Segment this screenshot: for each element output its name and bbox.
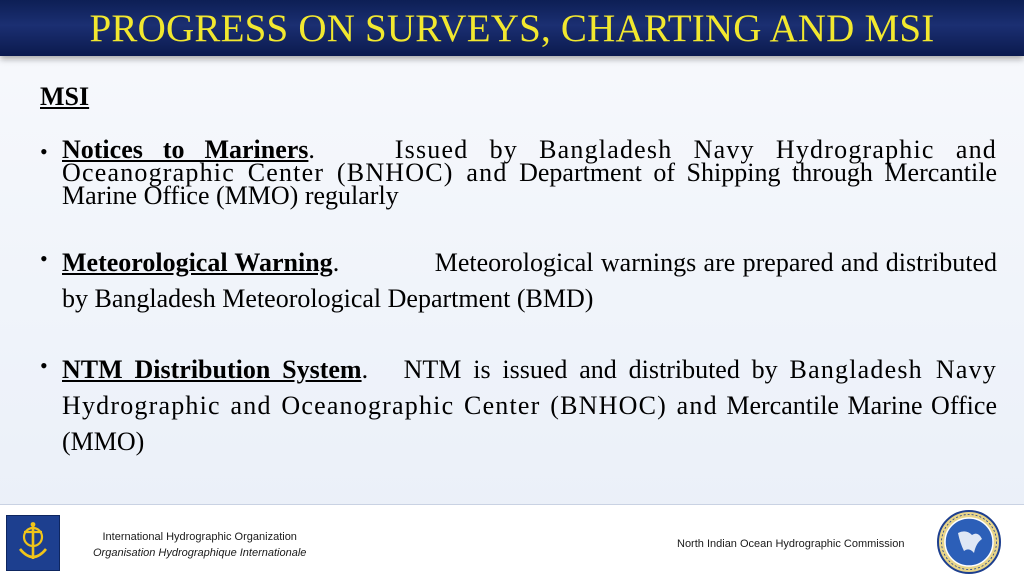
footer (0, 504, 1024, 577)
bullet-body (62, 135, 998, 210)
bullet-item-notices-to-mariners (40, 135, 1000, 210)
bullet-text-part: Bangladesh Navy Hydrographic and Oceanographic Center (BNHOC) and (62, 355, 997, 420)
bullet-dot-icon: • (40, 246, 48, 271)
bullet-punct: . (332, 248, 340, 277)
bullet-dot-icon: • (40, 353, 48, 378)
niohc-seal-logo-icon (936, 509, 1002, 575)
page-title: PROGRESS ON SURVEYS, CHARTING AND MSI (89, 6, 935, 50)
bullet-term: Meteorological Warning (62, 248, 333, 277)
bullet-punct: . (361, 355, 369, 384)
title-bar (0, 0, 1024, 56)
section-heading: MSI (40, 82, 90, 111)
iho-name (93, 529, 306, 561)
bullet-body (62, 245, 997, 317)
commission-name: North Indian Ocean Hydrographic Commission (677, 538, 905, 550)
iho-anchor-logo-icon (6, 515, 60, 571)
bullet-term: NTM Distribution System (62, 355, 362, 384)
bullet-text-lead: NTM is issued and distributed by (403, 355, 778, 384)
bullet-item-meteorological-warning (40, 245, 1000, 317)
anchor-icon (13, 521, 53, 565)
bullet-dot-icon: • (40, 139, 48, 164)
bullet-punct: . (308, 135, 315, 164)
bullet-text: Meteorological warnings are prepared and distributed by Bangladesh Meteorological Department (BMD) (62, 248, 998, 313)
bullet-text: Mercantile Marine Office (MMO) (62, 391, 997, 456)
org-name-fr: Organisation Hydrographique Internationale (93, 547, 307, 559)
bullet-body (62, 352, 997, 460)
bullet-term: Notices to Mariners (62, 135, 309, 164)
bullet-text: Department of Shipping through Mercantile Marine Office (MMO) regularly (62, 158, 998, 210)
org-name-en: International Hydrographic Organization (102, 531, 297, 543)
bullet-text-part: Issued by Bangladesh Navy Hydrographic and Oceanographic Center (BNHOC) and (62, 135, 997, 187)
bullet-item-ntm-distribution-system (40, 352, 1000, 460)
